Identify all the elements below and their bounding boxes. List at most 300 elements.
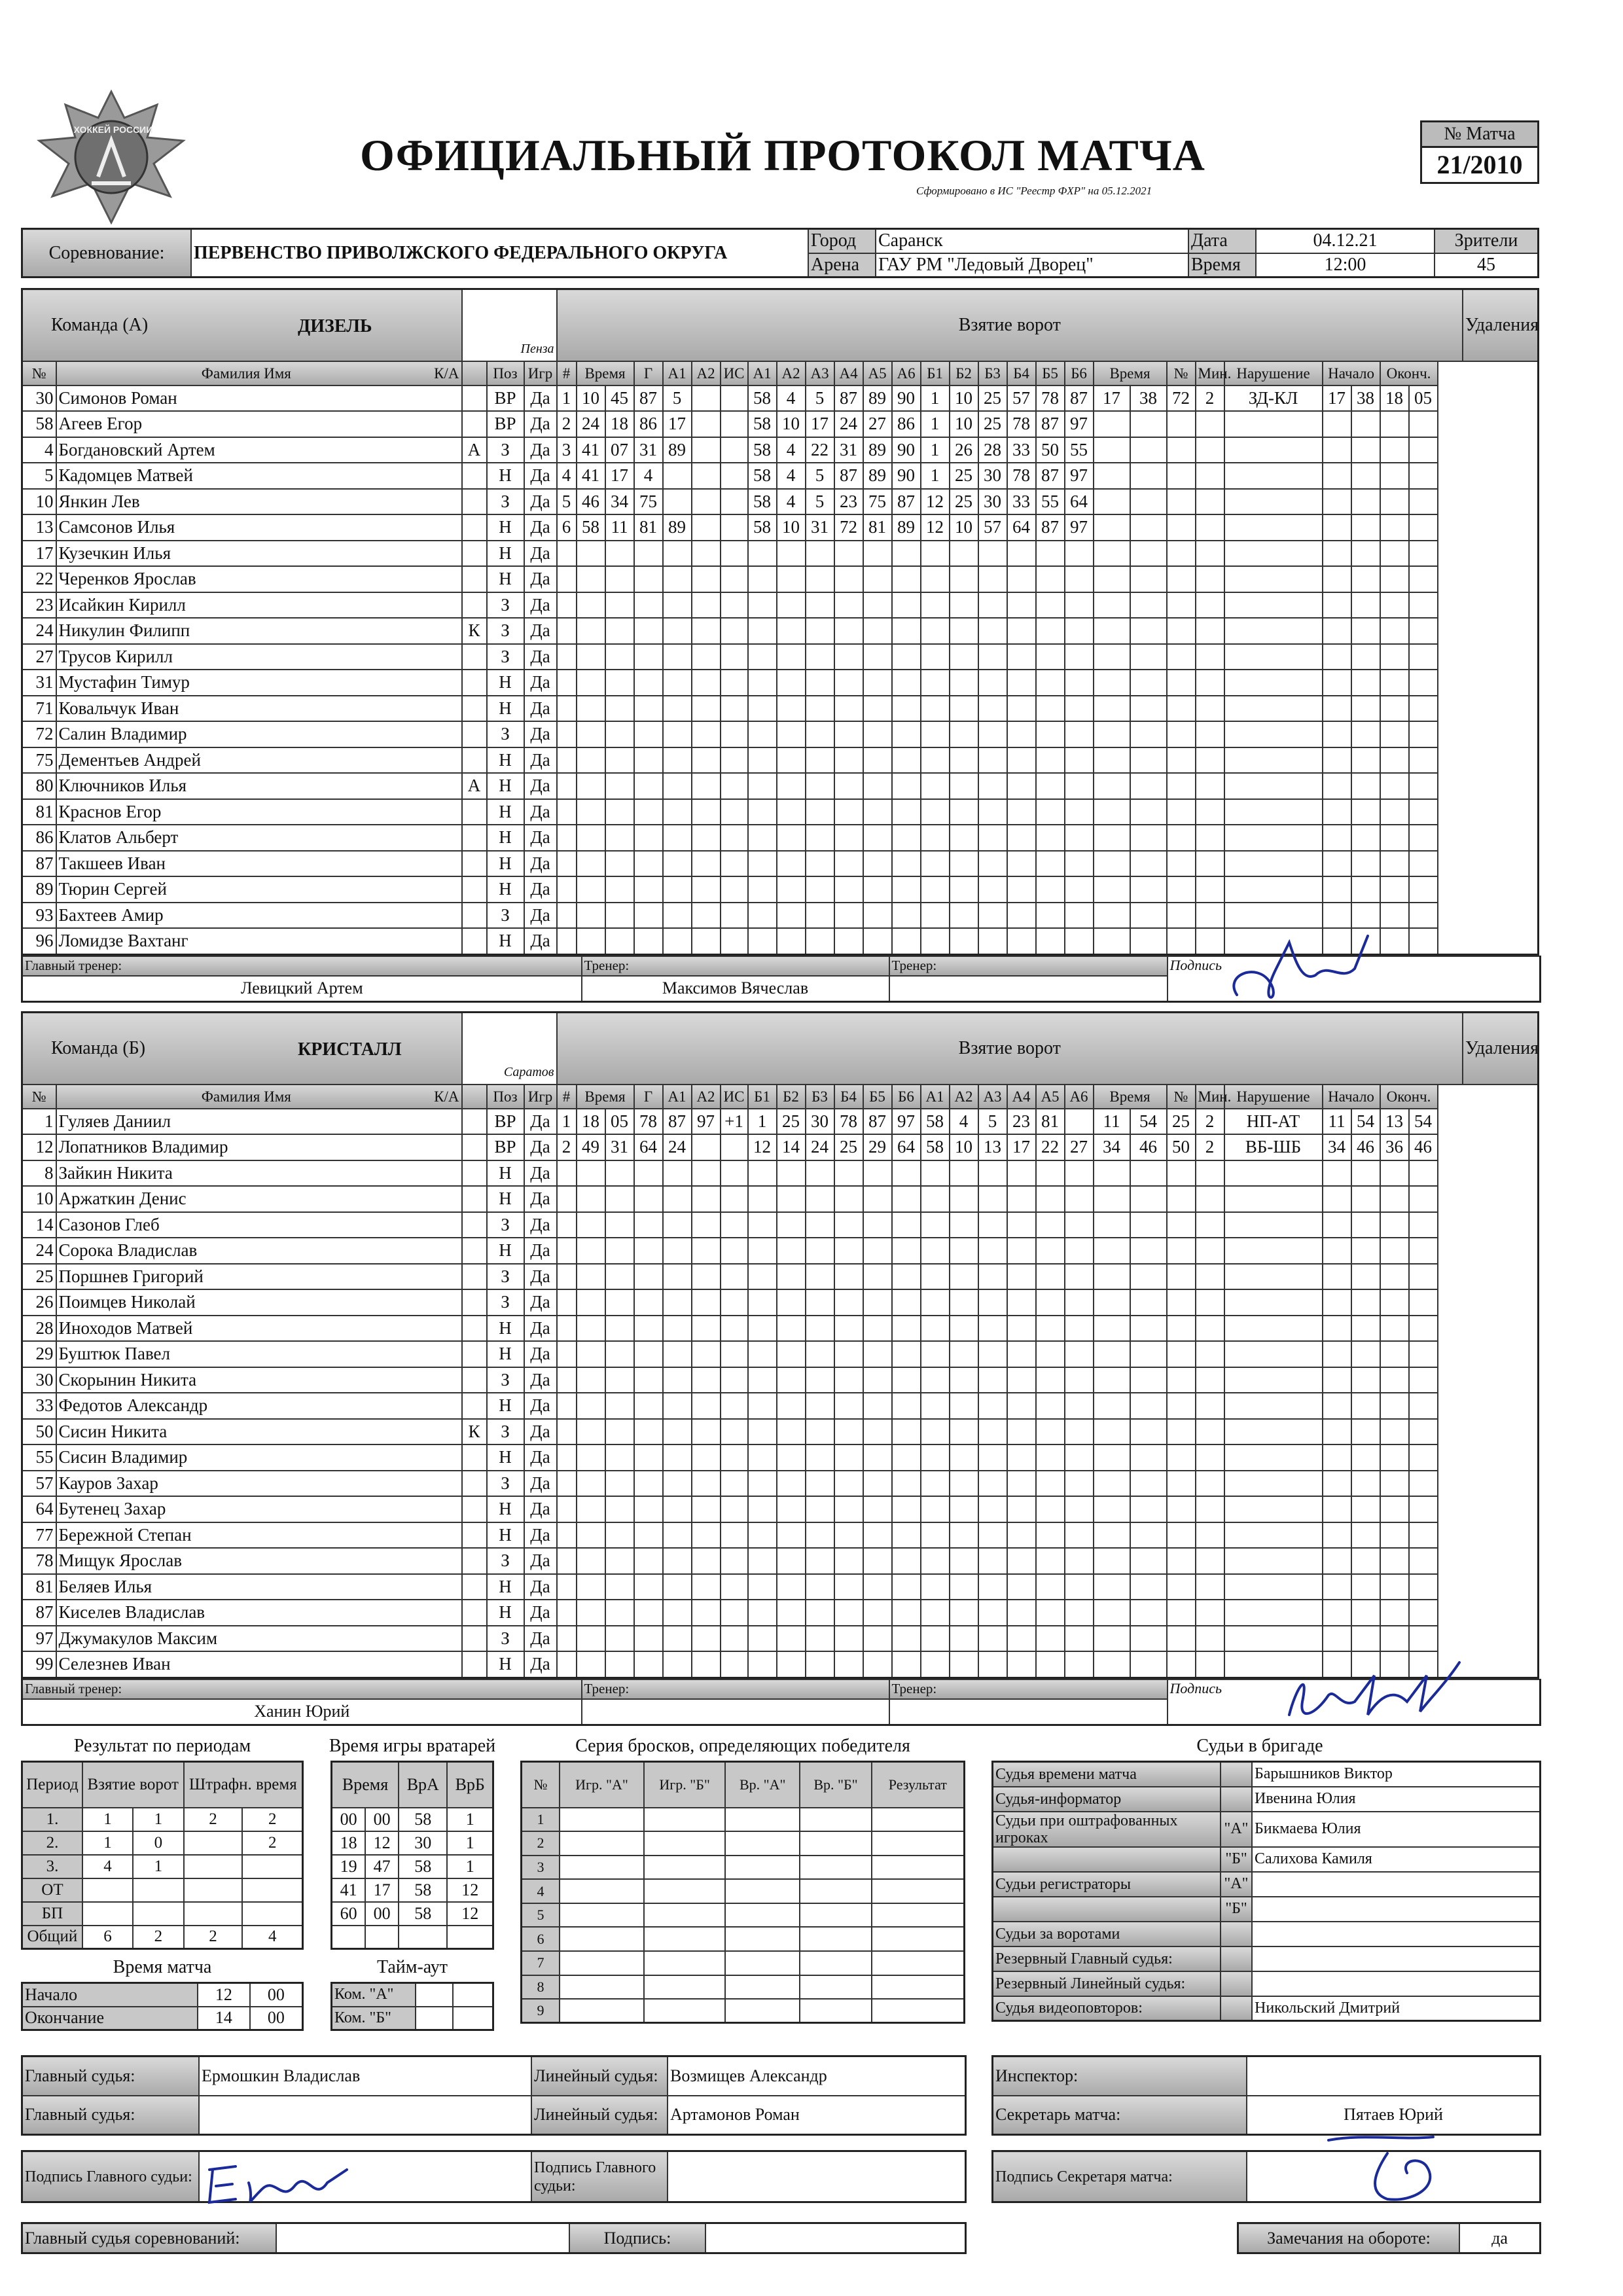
goal-cell: 78 <box>1036 386 1065 412</box>
goalie-cell: 1 <box>447 1831 493 1855</box>
player-position: Н <box>487 1522 524 1549</box>
goalie-row <box>332 1878 493 1902</box>
goal-cell: 58 <box>577 514 605 541</box>
penalty-cell: 13 <box>1380 1109 1409 1135</box>
player-playing: Да <box>524 1600 557 1626</box>
player-playing: Да <box>524 1160 557 1187</box>
generated-note: Сформировано в ИС "Реестр ФХР" на 05.12.2021 <box>916 185 1152 197</box>
player-row <box>22 1548 1539 1574</box>
player-name: Янкин Лев <box>56 489 462 515</box>
goal-cell: 25 <box>777 1109 806 1135</box>
head-coach-label: Главный тренер: <box>22 1679 582 1699</box>
player-number: 33 <box>22 1393 56 1419</box>
player-row <box>22 1471 1539 1497</box>
player-role <box>462 1444 487 1471</box>
team-name: КРИСТАЛЛ <box>298 1039 402 1060</box>
player-number: 55 <box>22 1444 56 1471</box>
col-plus: Б1 <box>748 1085 777 1109</box>
player-playing: Да <box>524 1264 557 1290</box>
shootout-no: 1 <box>522 1808 560 1832</box>
goalie-row <box>332 1902 493 1926</box>
goal-cell: 97 <box>692 1109 721 1135</box>
player-role <box>462 1471 487 1497</box>
period-cell <box>184 1831 243 1855</box>
goal-cell <box>663 489 692 515</box>
player-role <box>462 541 487 567</box>
goal-cell: 87 <box>634 386 663 412</box>
date-label: Дата <box>1188 229 1256 253</box>
player-name: Зайкин Никита <box>56 1160 462 1187</box>
player-playing: Да <box>524 437 557 463</box>
player-row <box>22 411 1539 437</box>
officials-table <box>991 1761 1541 2022</box>
match-number-box <box>1420 120 1539 184</box>
player-name: Ключников Илья <box>56 773 462 799</box>
player-position: Н <box>487 670 524 696</box>
goalie-cell: 30 <box>399 1831 447 1855</box>
player-playing: Да <box>524 618 557 644</box>
player-position: Н <box>487 876 524 903</box>
player-number: 29 <box>22 1341 56 1367</box>
goal-cell: 28 <box>978 437 1007 463</box>
player-position: Н <box>487 541 524 567</box>
sign-secretary-label: Подпись Секретаря матча: <box>993 2151 1247 2202</box>
goal-cell: 58 <box>748 514 777 541</box>
goal-cell: 58 <box>748 411 777 437</box>
shootout-no: 9 <box>522 1999 560 2023</box>
player-number: 8 <box>22 1160 56 1187</box>
player-number: 10 <box>22 489 56 515</box>
shootout-no: 4 <box>522 1879 560 1903</box>
goalie-cell: 12 <box>447 1878 493 1902</box>
penalty-cell: НП-АТ <box>1224 1109 1323 1135</box>
goal-cell: +1 <box>721 1109 748 1135</box>
player-name: Кузечкин Илья <box>56 541 462 567</box>
time-label: Время <box>1188 253 1256 278</box>
player-number: 26 <box>22 1289 56 1316</box>
col-pen-end: Оконч. <box>1380 361 1438 386</box>
goal-cell: 17 <box>806 411 834 437</box>
official-row <box>993 1787 1541 1812</box>
period-cell <box>242 1902 302 1926</box>
period-cell <box>184 1855 243 1878</box>
player-playing: Да <box>524 876 557 903</box>
goal-cell <box>721 386 748 412</box>
player-role <box>462 696 487 722</box>
goal-cell: 12 <box>921 514 950 541</box>
goal-cell: 58 <box>748 489 777 515</box>
player-role <box>462 1212 487 1238</box>
chief-table <box>21 2222 967 2254</box>
match-info-table <box>21 228 1539 278</box>
periods-table <box>21 1761 304 1950</box>
goal-cell: 81 <box>863 514 892 541</box>
goal-cell: 75 <box>634 489 663 515</box>
team-label-cell <box>22 1013 462 1085</box>
player-position: Н <box>487 1496 524 1522</box>
official-row <box>993 1847 1541 1872</box>
goal-cell <box>721 489 748 515</box>
fhr-logo <box>26 79 196 236</box>
goal-cell <box>692 386 721 412</box>
goal-cell: 55 <box>1065 437 1094 463</box>
player-number: 71 <box>22 696 56 722</box>
period-row <box>22 1926 303 1949</box>
col-pos: Поз <box>487 1085 524 1109</box>
line-ref-label-2: Линейный судья: <box>531 2096 668 2135</box>
period-cell: 0 <box>133 1831 183 1855</box>
goal-cell: 30 <box>978 489 1007 515</box>
logo-text: ХОККЕЙ РОССИИ <box>73 124 153 135</box>
goal-cell: 29 <box>863 1134 892 1160</box>
shootout-no: 8 <box>522 1975 560 2000</box>
player-position: Н <box>487 1186 524 1212</box>
player-number: 87 <box>22 1600 56 1626</box>
player-role: А <box>462 437 487 463</box>
goal-cell: 97 <box>892 1109 921 1135</box>
col-name-label: Фамилия Имя <box>201 365 291 382</box>
official-role: Резервный Главный судья: <box>993 1946 1221 1971</box>
player-name: Богдановский Артем <box>56 437 462 463</box>
col-plus: А1 <box>748 361 777 386</box>
goal-cell: 87 <box>663 1109 692 1135</box>
goal-cell: 2 <box>557 411 577 437</box>
player-number: 24 <box>22 1238 56 1264</box>
shootout-row <box>522 1999 965 2023</box>
player-number: 57 <box>22 1471 56 1497</box>
player-name: Иноходов Матвей <box>56 1316 462 1342</box>
shootout-no: 6 <box>522 1927 560 1951</box>
period-cell: 4 <box>242 1926 302 1949</box>
player-playing: Да <box>524 1522 557 1549</box>
player-role <box>462 1289 487 1316</box>
goal-cell: 27 <box>863 411 892 437</box>
city-value: Саранск <box>876 229 1188 253</box>
main-ref-signature <box>196 2150 366 2215</box>
official-row <box>993 1897 1541 1922</box>
goal-cell: 17 <box>605 463 634 489</box>
col-period-pim: Штрафн. время <box>184 1762 303 1808</box>
goal-cell: 89 <box>892 514 921 541</box>
sign-main-field-2 <box>668 2151 966 2202</box>
period-cell: 6 <box>82 1926 133 1949</box>
goal-cell: 10 <box>777 411 806 437</box>
period-cell <box>242 1855 302 1878</box>
goalie-cell: 47 <box>365 1855 399 1878</box>
goal-cell <box>721 463 748 489</box>
goal-cell: 86 <box>634 411 663 437</box>
goal-cell: 89 <box>663 514 692 541</box>
official-side <box>1221 1971 1252 1996</box>
col-goal-a2: А2 <box>692 361 721 386</box>
period-cell: 2 <box>242 1808 302 1831</box>
col-ka: К/А <box>434 1088 459 1105</box>
official-row <box>993 1762 1541 1787</box>
player-number: 27 <box>22 644 56 670</box>
player-role <box>462 1186 487 1212</box>
goal-cell: 25 <box>950 463 978 489</box>
player-number: 25 <box>22 1264 56 1290</box>
goal-cell: 27 <box>1065 1134 1094 1160</box>
shootout-table <box>520 1761 965 2024</box>
goalies-table <box>330 1761 494 1950</box>
player-playing: Да <box>524 1651 557 1677</box>
goal-cell: 18 <box>605 411 634 437</box>
player-playing: Да <box>524 1186 557 1212</box>
player-row <box>22 1574 1539 1600</box>
player-position: Н <box>487 1316 524 1342</box>
chief-sign-label: Подпись: <box>569 2223 705 2253</box>
goal-cell: 4 <box>950 1109 978 1135</box>
shootout-col: Игр. "А" <box>560 1762 644 1808</box>
goal-cell: 31 <box>605 1134 634 1160</box>
player-row <box>22 696 1539 722</box>
player-role <box>462 876 487 903</box>
penalty-cell: 36 <box>1380 1134 1409 1160</box>
col-goal-a1: А1 <box>663 361 692 386</box>
player-name: Агеев Егор <box>56 411 462 437</box>
goal-cell: 5 <box>806 463 834 489</box>
goal-cell: 4 <box>634 463 663 489</box>
goal-cell: 50 <box>1036 437 1065 463</box>
coach-a-signature <box>1217 923 1387 1014</box>
player-number: 81 <box>22 1574 56 1600</box>
official-role: Резервный Линейный судья: <box>993 1971 1221 1996</box>
official-role: Судья видеоповторов: <box>993 1996 1221 2021</box>
player-position: Н <box>487 1444 524 1471</box>
goal-cell: 25 <box>950 489 978 515</box>
goalie-row <box>332 1831 493 1855</box>
player-role <box>462 928 487 954</box>
player-row <box>22 876 1539 903</box>
penalty-cell: 34 <box>1094 1134 1130 1160</box>
penalty-cell: 72 <box>1167 386 1196 412</box>
col-minus: Б4 <box>1007 361 1036 386</box>
player-number: 1 <box>22 1109 56 1135</box>
player-name: Буштюк Павел <box>56 1341 462 1367</box>
player-name: Ковальчук Иван <box>56 696 462 722</box>
goalie-cell: 00 <box>365 1808 399 1831</box>
shootout-no: 5 <box>522 1903 560 1928</box>
player-row <box>22 1522 1539 1549</box>
col-minus: А1 <box>921 1085 950 1109</box>
period-cell <box>82 1902 133 1926</box>
official-name <box>1252 1922 1541 1946</box>
player-number: 72 <box>22 721 56 747</box>
player-number: 75 <box>22 747 56 774</box>
col-play: Игр <box>524 361 557 386</box>
player-role <box>462 1134 487 1160</box>
player-position: Н <box>487 1393 524 1419</box>
goal-cell <box>692 437 721 463</box>
goal-cell: 24 <box>663 1134 692 1160</box>
player-position: ВР <box>487 1134 524 1160</box>
goal-cell <box>721 411 748 437</box>
player-name: Беляев Илья <box>56 1574 462 1600</box>
player-position: ВР <box>487 1109 524 1135</box>
penalty-cell: 17 <box>1323 386 1351 412</box>
arena-label: Арена <box>808 253 876 278</box>
player-row <box>22 851 1539 877</box>
player-role: К <box>462 1419 487 1445</box>
goal-cell: 3 <box>557 437 577 463</box>
shootout-col: № <box>522 1762 560 1808</box>
player-playing: Да <box>524 1316 557 1342</box>
player-name: Бутенец Захар <box>56 1496 462 1522</box>
player-row <box>22 670 1539 696</box>
player-role <box>462 1109 487 1135</box>
player-name: Салин Владимир <box>56 721 462 747</box>
col-no: № <box>22 361 56 386</box>
penalty-cell: 38 <box>1130 386 1167 412</box>
col-goal-time: Время <box>577 1085 634 1109</box>
col-pen-time: Время <box>1094 1085 1167 1109</box>
player-number: 28 <box>22 1316 56 1342</box>
penalties-title: Удаления <box>1463 1013 1539 1085</box>
official-row <box>993 1872 1541 1897</box>
col-goal-no: # <box>557 1085 577 1109</box>
player-playing: Да <box>524 489 557 515</box>
player-role <box>462 747 487 774</box>
player-number: 80 <box>22 773 56 799</box>
goal-cell: 86 <box>892 411 921 437</box>
player-position: З <box>487 721 524 747</box>
col-name-label: Фамилия Имя <box>201 1088 291 1105</box>
player-name: Клатов Альберт <box>56 825 462 851</box>
period-cell: 1 <box>133 1855 183 1878</box>
player-number: 97 <box>22 1626 56 1652</box>
col-minus: А6 <box>1065 1085 1094 1109</box>
player-name: Симонов Роман <box>56 386 462 412</box>
coach2-label: Тренер: <box>889 956 1168 976</box>
col-period: Период <box>22 1762 82 1808</box>
goal-cell <box>692 489 721 515</box>
player-position: Н <box>487 1600 524 1626</box>
player-number: 17 <box>22 541 56 567</box>
player-row <box>22 592 1539 619</box>
goal-cell: 78 <box>634 1109 663 1135</box>
timeout-a-label: Ком. "А" <box>332 1983 416 2007</box>
official-role: Судьи при оштрафованных игроках <box>993 1812 1221 1847</box>
period-cell <box>184 1902 243 1926</box>
end-minute: 00 <box>250 2007 303 2030</box>
player-row <box>22 463 1539 489</box>
coach2-name <box>889 1699 1168 1725</box>
official-role: Судья-информатор <box>993 1787 1221 1812</box>
coach-name <box>582 1699 889 1725</box>
player-position: З <box>487 1626 524 1652</box>
spectators-label: Зрители <box>1435 229 1539 253</box>
secretary-value: Пятаев Юрий <box>1247 2096 1541 2135</box>
goal-cell: 30 <box>978 463 1007 489</box>
period-cell: 1 <box>133 1808 183 1831</box>
player-name: Сисин Никита <box>56 1419 462 1445</box>
period-row <box>22 1855 303 1878</box>
penalty-cell: 54 <box>1351 1109 1380 1135</box>
goalie-cell: 12 <box>365 1831 399 1855</box>
player-position: Н <box>487 1238 524 1264</box>
player-name: Тюрин Сергей <box>56 876 462 903</box>
player-name: Скорынин Никита <box>56 1367 462 1393</box>
col-goal-g: Г <box>634 361 663 386</box>
player-position: Н <box>487 696 524 722</box>
goal-cell: 22 <box>1036 1134 1065 1160</box>
goal-cell: 5 <box>806 489 834 515</box>
official-name: Бикмаева Юлия <box>1252 1812 1541 1847</box>
player-playing: Да <box>524 799 557 825</box>
player-playing: Да <box>524 1109 557 1135</box>
penalty-cell: 05 <box>1409 386 1438 412</box>
player-role <box>462 799 487 825</box>
player-row <box>22 799 1539 825</box>
player-name: Краснов Егор <box>56 799 462 825</box>
goal-cell: 49 <box>577 1134 605 1160</box>
player-position: З <box>487 1212 524 1238</box>
city-label: Город <box>808 229 876 253</box>
penalty-cell: 2 <box>1196 1109 1224 1135</box>
secretary-label: Секретарь матча: <box>993 2096 1247 2135</box>
player-row <box>22 1134 1539 1160</box>
goal-cell: 25 <box>978 386 1007 412</box>
player-role <box>462 851 487 877</box>
shootout-no: 7 <box>522 1951 560 1975</box>
official-name: Ивенина Юлия <box>1252 1787 1541 1812</box>
player-position: ВР <box>487 386 524 412</box>
period-cell <box>242 1878 302 1902</box>
penalty-cell: 2 <box>1196 1134 1224 1160</box>
goalie-cell: 58 <box>399 1855 447 1878</box>
goal-cell: 5 <box>978 1109 1007 1135</box>
official-side: "Б" <box>1221 1897 1252 1922</box>
player-role <box>462 1238 487 1264</box>
player-row <box>22 1264 1539 1290</box>
player-playing: Да <box>524 386 557 412</box>
end-hour: 14 <box>198 2007 250 2030</box>
period-cell: 2 <box>133 1926 183 1949</box>
chief-label: Главный судья соревнований: <box>22 2223 277 2253</box>
goal-cell: 1 <box>921 386 950 412</box>
goalie-cell: 58 <box>399 1878 447 1902</box>
player-row <box>22 1444 1539 1471</box>
player-playing: Да <box>524 644 557 670</box>
player-playing: Да <box>524 592 557 619</box>
player-playing: Да <box>524 825 557 851</box>
col-minus: Б3 <box>978 361 1007 386</box>
penalty-cell: 50 <box>1167 1134 1196 1160</box>
start-label: Начало <box>22 1983 198 2007</box>
goalie-col-b: ВрБ <box>447 1762 493 1808</box>
player-position: З <box>487 1548 524 1574</box>
col-minus: А2 <box>950 1085 978 1109</box>
goal-cell: 87 <box>863 1109 892 1135</box>
col-ka: К/А <box>434 365 459 382</box>
sign-main-label: Подпись Главного судьи: <box>22 2151 200 2202</box>
player-name: Ломидзе Вахтанг <box>56 928 462 954</box>
goal-cell: 23 <box>1007 1109 1036 1135</box>
player-row <box>22 747 1539 774</box>
goal-cell <box>663 463 692 489</box>
main-ref-label: Главный судья: <box>22 2056 200 2096</box>
goal-cell <box>721 1134 748 1160</box>
match-time-title: Время матча <box>113 1957 212 1977</box>
player-row <box>22 1316 1539 1342</box>
player-position: З <box>487 437 524 463</box>
shootout-row <box>522 1975 965 2000</box>
goal-cell: 31 <box>634 437 663 463</box>
col-plus: Б4 <box>834 1085 863 1109</box>
player-position: Н <box>487 799 524 825</box>
player-number: 77 <box>22 1522 56 1549</box>
